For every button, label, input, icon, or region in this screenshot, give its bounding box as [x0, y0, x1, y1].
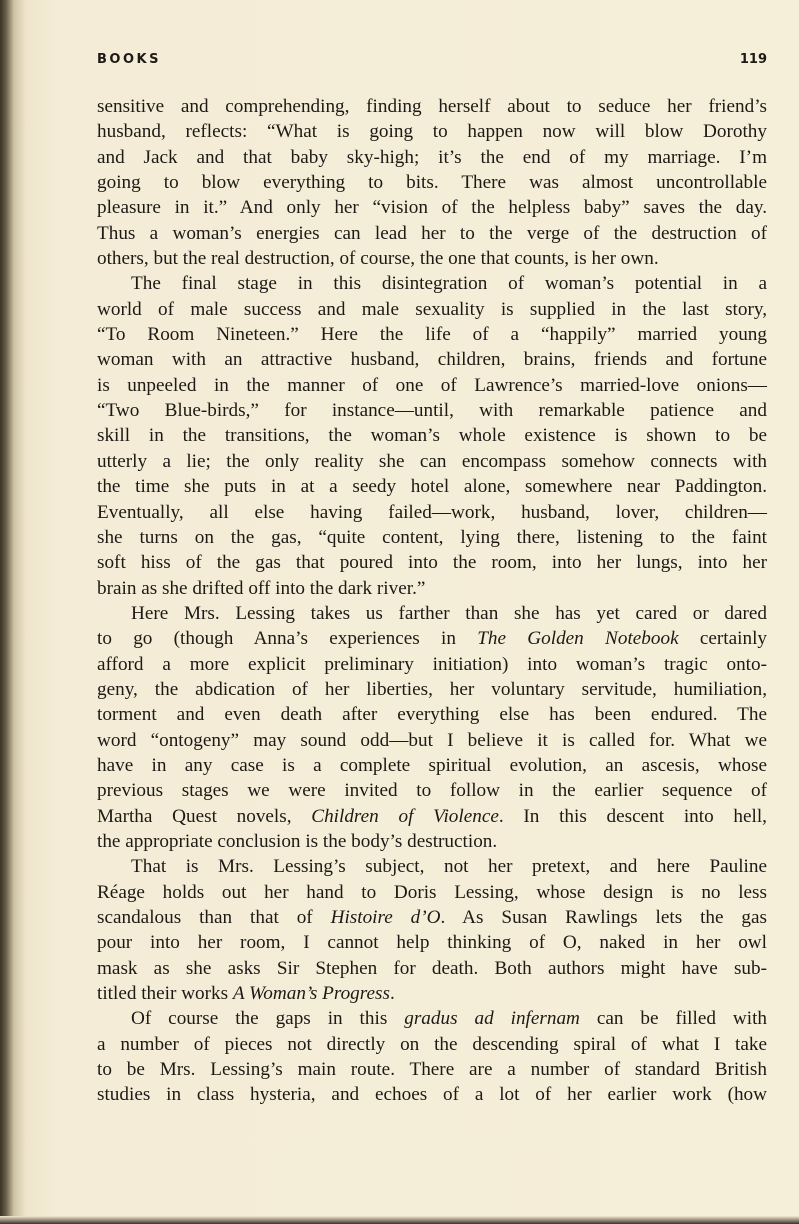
italic-title: Children of Violence	[311, 805, 499, 827]
text-run: Of course the gaps in this	[131, 1008, 405, 1030]
text-line	[97, 702, 767, 727]
text-run: sensitive and comprehending, finding herself about to seduce her friend’s	[97, 96, 767, 117]
text-run: Thus a woman’s energies can lead her to the verge of the destruction of	[97, 222, 767, 244]
text-run: Here Mrs. Lessing takes us farther than she has yet cared or dared	[131, 602, 767, 624]
text-run: she turns on the gas, “quite content, lying there, listening to the faint	[97, 526, 767, 548]
italic-title: The Golden Notebook	[477, 628, 679, 650]
text-line	[97, 601, 767, 626]
text-run: to go (though Anna’s experiences in	[97, 628, 478, 650]
paragraph	[97, 1006, 767, 1107]
text-run: titled their works	[97, 983, 233, 1005]
text-line	[97, 1057, 767, 1082]
text-line	[97, 221, 767, 246]
text-line	[97, 500, 767, 525]
text-line	[97, 373, 767, 398]
text-run: geny, the abdication of her liberties, her voluntary servitude, humiliation,	[97, 678, 767, 700]
text-run: That is Mrs. Lessing’s subject, not her pretext, and here Pauline	[131, 856, 767, 878]
text-run: afford a more explicit preliminary initiation) into woman’s tragic onto-	[97, 653, 767, 675]
text-run: studies in class hysteria, and echoes of a lot of her earlier work (how	[97, 1084, 767, 1106]
text-line	[97, 956, 767, 981]
text-line	[97, 905, 767, 930]
text-line	[97, 94, 767, 119]
paragraph	[97, 854, 767, 1006]
text-run: skill in the transitions, the woman’s whole existence is shown to be	[97, 425, 767, 447]
text-line	[97, 347, 767, 372]
paragraph	[97, 271, 767, 600]
text-line	[97, 753, 767, 778]
paragraph	[97, 94, 767, 271]
text-run: the time she puts in at a seedy hotel alone, somewhere near Paddington.	[97, 476, 767, 498]
italic-title: A Woman’s Progress	[232, 983, 390, 1005]
text-run: husband, reflects: “What is going to happen now will blow Dorothy	[97, 121, 767, 143]
text-run: The final stage in this disintegration of woman’s potential in a	[131, 273, 767, 295]
text-line	[97, 576, 767, 601]
text-run: have in any case is a complete spiritual evolution, an ascesis, whose	[97, 754, 767, 776]
text-run: word “ontogeny” may sound odd—but I believe it is called for. What we	[97, 729, 767, 751]
text-line	[97, 804, 767, 829]
text-line	[97, 119, 767, 144]
paragraph	[97, 601, 767, 854]
text-line	[97, 778, 767, 803]
body-text	[97, 94, 767, 1108]
text-run: certainly	[678, 628, 767, 650]
text-line	[97, 728, 767, 753]
text-run: previous stages we were invited to follow in the earlier sequence of	[97, 780, 767, 802]
text-line	[97, 1006, 767, 1031]
text-run: woman with an attractive husband, children, brains, friends and fortune	[97, 349, 767, 371]
text-run: utterly a lie; the only reality she can encompass somehow connects with	[97, 450, 767, 472]
text-line	[97, 525, 767, 550]
text-run: . In this descent into hell,	[498, 805, 767, 827]
text-run: mask as she asks Sir Stephen for death. Both authors might have sub-	[97, 957, 767, 979]
text-line	[97, 449, 767, 474]
text-line	[97, 297, 767, 322]
text-run: can be filled with	[579, 1008, 768, 1030]
text-run: Eventually, all else having failed—work, husband, lover, children—	[97, 501, 767, 523]
text-line	[97, 854, 767, 879]
text-line	[97, 550, 767, 575]
text-line	[97, 652, 767, 677]
text-run: scandalous than that of	[97, 907, 331, 928]
text-run: brain as she drifted off into the dark river.”	[97, 577, 426, 599]
text-line	[97, 423, 767, 448]
text-run: soft hiss of the gas that poured into the room, into her lungs, into her	[97, 552, 767, 574]
text-line	[97, 677, 767, 702]
text-line	[97, 829, 767, 854]
text-run: going to blow everything to bits. There was almost uncontrollable	[97, 172, 767, 194]
text-run: to be Mrs. Lessing’s main route. There are a number of standard British	[97, 1059, 767, 1081]
text-run: a number of pieces not directly on the descending spiral of what I take	[97, 1033, 767, 1055]
text-run: “To Room Nineteen.” Here the life of a “happily” married young	[97, 324, 767, 346]
text-line	[97, 170, 767, 195]
text-run: . As Susan Rawlings lets the gas	[440, 907, 767, 928]
text-line	[97, 271, 767, 296]
text-line	[97, 322, 767, 347]
running-head: BOOKS	[97, 52, 161, 67]
text-line	[97, 474, 767, 499]
text-run: others, but the real destruction, of course, the one that counts, is her own.	[97, 248, 659, 270]
text-run: world of male success and male sexuality is supplied in the last story,	[97, 298, 767, 320]
text-run: and Jack and that baby sky-high; it’s the end of my marriage. I’m	[97, 146, 767, 168]
text-line	[97, 880, 767, 905]
page-header	[97, 52, 767, 72]
page-edge	[0, 1216, 799, 1224]
text-run: is unpeeled in the manner of one of Lawrence’s married-love onions—	[97, 374, 767, 396]
text-run: the appropriate conclusion is the body’s destruction.	[97, 830, 498, 852]
text-run: pour into her room, I cannot help thinking of O, naked in her owl	[97, 932, 767, 954]
page-number: 119	[739, 52, 767, 67]
italic-title: gradus ad infernam	[404, 1008, 580, 1030]
text-run: .	[389, 983, 395, 1005]
text-run: Martha Quest novels,	[97, 805, 312, 827]
text-run: torment and even death after everything else has been endured. The	[97, 704, 767, 726]
text-line	[97, 626, 767, 651]
text-run: Réage holds out her hand to Doris Lessing, whose design is no less	[97, 881, 767, 903]
text-line	[97, 398, 767, 423]
text-line	[97, 1082, 767, 1107]
text-line	[97, 1032, 767, 1057]
text-line	[97, 145, 767, 170]
italic-title: Histoire d’O	[330, 907, 441, 928]
text-line	[97, 930, 767, 955]
text-line	[97, 981, 767, 1006]
text-run: pleasure in it.” And only her “vision of the helpless baby” saves the day.	[97, 197, 767, 219]
text-line	[97, 246, 767, 271]
text-line	[97, 195, 767, 220]
text-run: “Two Blue-birds,” for instance—until, with remarkable patience and	[97, 400, 767, 422]
